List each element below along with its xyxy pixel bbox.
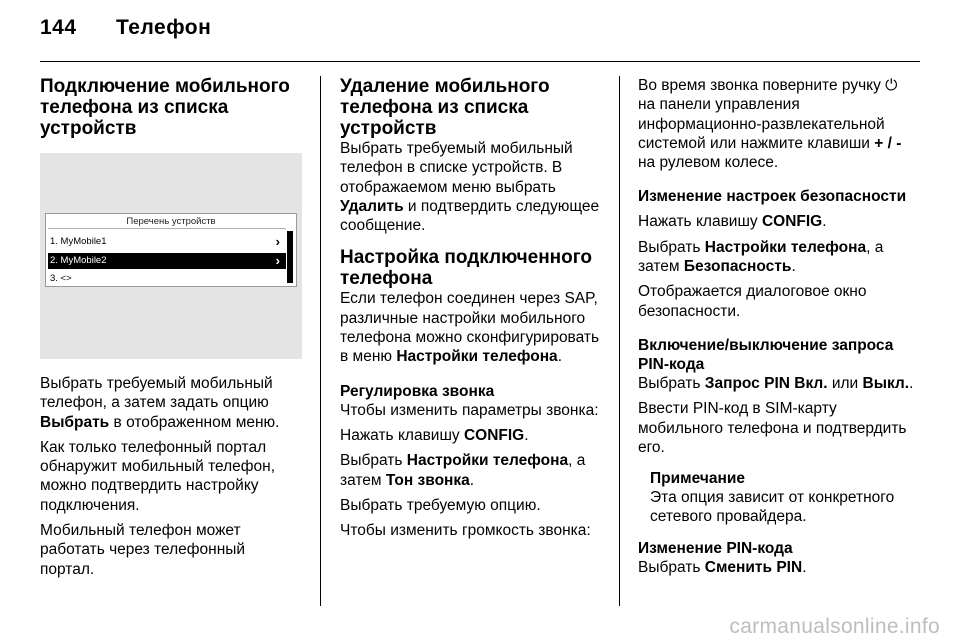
watermark: carmanualsonline.info [729, 615, 940, 638]
subheading-ring-adjust: Регулировка звонка [340, 382, 495, 400]
column-3 [638, 76, 914, 577]
section-heading-delete-phone: Удаление мобильного телефона из списка устройств [340, 76, 550, 139]
paragraph: Мобильный телефон может работать через телефонный портал. [40, 522, 246, 578]
menu-item-1 [48, 234, 286, 250]
knob-icon: ⏻ [885, 77, 898, 94]
menu-item-label: 2. MyMobile2 [50, 255, 107, 266]
device-list-menu [45, 213, 297, 287]
paragraph: Выбрать Настройки телефона, а затем Безопасность. [638, 238, 884, 276]
paragraph: Выбрать требуемый мобильный телефон в списке устройств. В отображаемом меню выбрать Удалить и подтвердить следующее сообщение. [340, 140, 600, 235]
paragraph: Чтобы изменить параметры звонка: [340, 401, 599, 419]
paragraph: Отображается диалоговое окно безопасности. [638, 283, 867, 320]
header-divider [40, 61, 920, 62]
menu-item-label: 1. MyMobile1 [50, 236, 107, 247]
subheading-security-settings: Изменение настроек безопасности [638, 188, 907, 206]
note-title: Примечание [650, 470, 745, 488]
subheading-pin-request: Включение/выключение запроса PIN-кода [638, 336, 894, 373]
column-divider-2 [619, 76, 620, 606]
menu-title: Перечень устройств [126, 216, 216, 227]
device-list-screenshot [40, 153, 302, 359]
paragraph: Выбрать Настройки телефона, а затем Тон звонка. [340, 452, 586, 489]
paragraph: Выбрать Сменить PIN. [638, 558, 807, 576]
paragraph: Как только телефонный портал обнаружит мобильный телефон, можно подтвердить настройку подключения. [40, 438, 276, 514]
chevron-right-icon: › [275, 234, 280, 249]
menu-divider [48, 228, 286, 229]
page-title: Телефон [116, 16, 212, 39]
column-divider-1 [320, 76, 321, 606]
page-header [40, 16, 920, 50]
menu-item-3 [48, 271, 286, 287]
paragraph: Нажать клавишу CONFIG. [638, 213, 827, 231]
paragraph: Выбрать требуемую опцию. [340, 496, 541, 514]
paragraph: Выбрать требуемый мобильный телефон, а затем задать опцию Выбрать в отображенном меню. [40, 375, 280, 431]
note-text: Эта опция зависит от конкретного сетевого провайдера. [650, 489, 895, 526]
section-heading-phone-settings: Настройка подключенного телефона [340, 247, 593, 290]
menu-item-label: 3. <> [50, 273, 72, 284]
menu-item-2-selected [48, 253, 286, 269]
paragraph: Выбрать Запрос PIN Вкл. или Выкл.. [638, 374, 914, 392]
note-box [638, 469, 914, 527]
paragraph: Нажать клавишу CONFIG. [340, 426, 529, 444]
chevron-right-icon: › [275, 253, 280, 268]
column-2 [340, 76, 604, 540]
subheading-change-pin: Изменение PIN-кода [638, 539, 793, 557]
paragraph: Чтобы изменить громкость звонка: [340, 522, 591, 540]
menu-scrollbar [287, 231, 293, 283]
page-number: 144 [40, 16, 77, 39]
paragraph: Во время звонка поверните ручку ⏻ на панели управления информационно-развлекательной системой или нажмите клавиши + / - на рулевом колесе. [638, 77, 902, 172]
column-1 [40, 76, 302, 579]
section-heading-connect-from-list: Подключение мобильного телефона из списка устройств [40, 76, 290, 139]
paragraph: Ввести PIN-код в SIM-карту мобильного телефона и подтвердить его. [638, 400, 907, 456]
paragraph: Если телефон соединен через SAP, различные настройки мобильного телефона можно сконфигурировать в меню Настройки телефона. [340, 290, 600, 366]
